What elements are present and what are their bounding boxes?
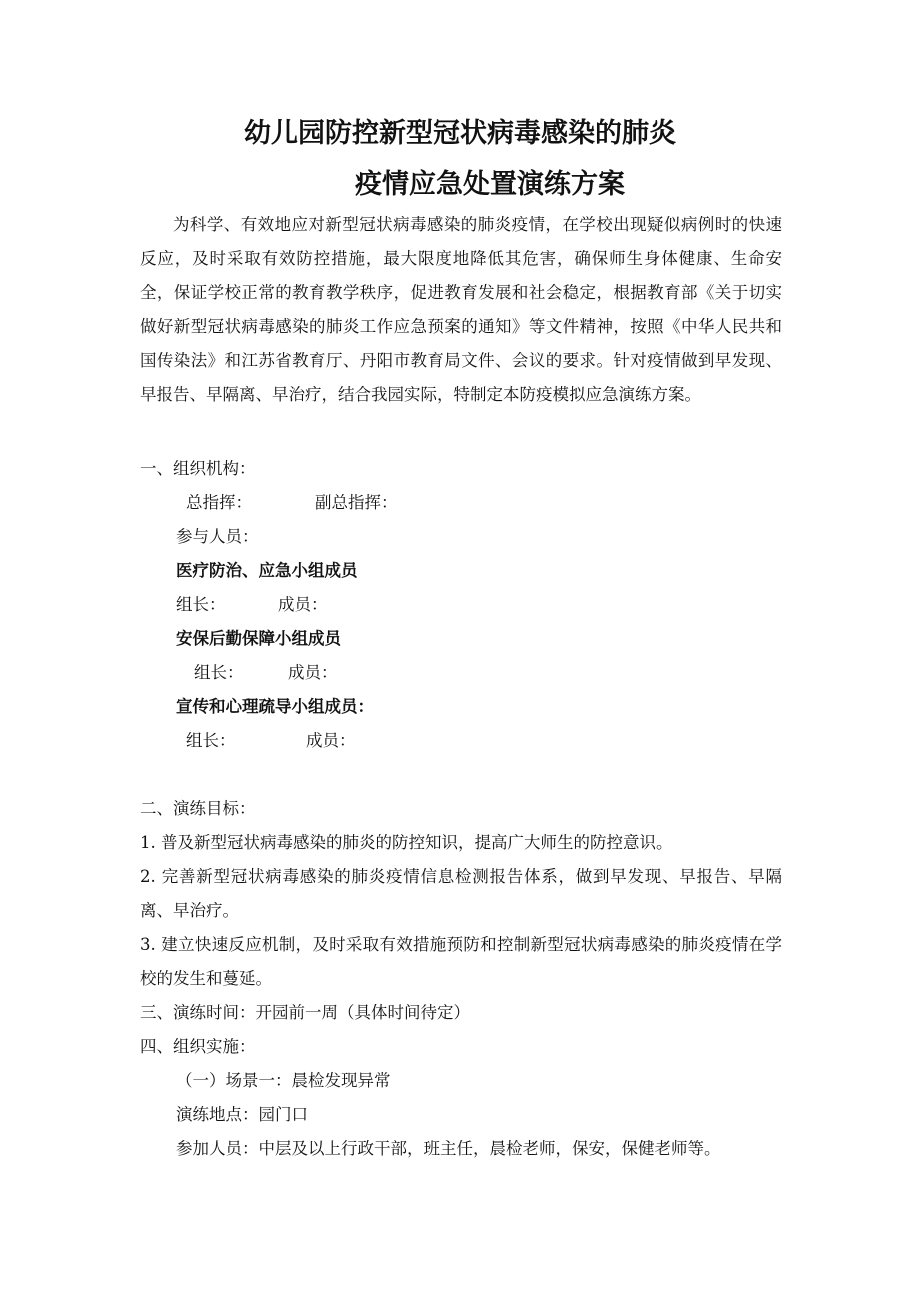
drill-attendees: 参加人员：中层及以上行政干部，班主任，晨检老师，保安，保健老师等。 [176, 1139, 721, 1158]
group-publicity-title: 宣传和心理疏导小组成员： [176, 697, 374, 716]
group-publicity-members: 成员： [306, 731, 356, 750]
goal-item-1: 1. 普及新型冠状病毒感染的肺炎的防控知识，提高广大师生的防控意识。 [140, 833, 673, 852]
vice-commander-label: 副总指挥： [315, 493, 398, 512]
section4-heading: 四、组织实施： [140, 1037, 256, 1056]
participants-label: 参与人员： [176, 527, 259, 546]
scene1-title: （一）场景一：晨检发现异常 [176, 1071, 391, 1090]
group-medical-members: 成员： [278, 595, 328, 614]
drill-location: 演练地点：园门口 [176, 1105, 308, 1124]
document-title-line2: 疫情应急处置演练方案 [355, 169, 625, 200]
goal-item-3: 3. 建立快速反应机制，及时采取有效措施预防和控制新型冠状病毒感染的肺炎疫情在学校的发生和蔓延。 [140, 935, 782, 988]
section3-heading: 三、演练时间：开园前一周（具体时间待定） [140, 1003, 470, 1022]
goal-item-2: 2. 完善新型冠状病毒感染的肺炎疫情信息检测报告体系，做到早发现、早报告、早隔离、早治疗。 [140, 867, 782, 920]
intro-paragraph: 为科学、有效地应对新型冠状病毒感染的肺炎疫情，在学校出现疑似病例时的快速反应，及时采取有效防控措施，最大限度地降低其危害，确保师生身体健康、生命安全，保证学校正常的教育教学秩序，促进教育发展和社会稳定，根据教育部《关于切实做好新型冠状病毒感染的肺炎工作应急预案的通知》等文件精神，按照《中华人民共和国传染法》和江苏省教育厅、丹阳市教育局文件、会议的要求。针对疫情做到早发现、早报告、早隔离、早治疗，结合我园实际，特制定本防疫模拟应急演练方案。 [140, 215, 782, 404]
document-title-line1: 幼儿园防控新型冠状病毒感染的肺炎 [244, 118, 676, 149]
group-medical-title: 医疗防治、应急小组成员 [176, 561, 358, 580]
group-security-members: 成员： [288, 663, 338, 682]
commander-label: 总指挥： [186, 493, 252, 512]
group-publicity-leader: 组长： [186, 731, 236, 750]
group-security-leader: 组长： [194, 663, 244, 682]
section2-heading: 二、演练目标： [140, 799, 256, 818]
group-medical-leader: 组长： [176, 595, 226, 614]
section1-heading: 一、组织机构： [140, 459, 256, 478]
group-security-title: 安保后勤保障小组成员 [176, 629, 341, 648]
